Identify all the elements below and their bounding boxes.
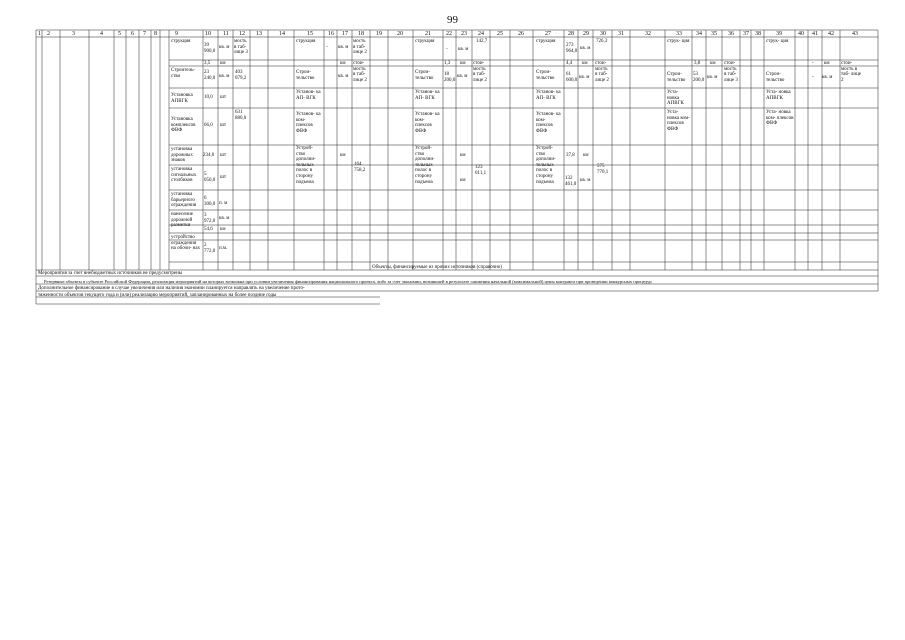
row-unit: кв. м	[219, 45, 230, 50]
col-num: 6	[131, 31, 134, 37]
col-num: 28	[568, 31, 574, 37]
g-cell: 575 770,1	[597, 164, 609, 175]
col-num: 2	[47, 31, 50, 37]
row-unit: п.м.	[219, 246, 228, 251]
col-num: 10	[205, 31, 211, 37]
g-cell: Установ- ка ком- плексов ФВФ	[536, 112, 561, 134]
g-cell: Установ- ка АП- ВГК	[296, 90, 321, 101]
g-cell: 273 964,0	[566, 43, 578, 54]
col-num: 29	[583, 31, 589, 37]
row-qty: 2 772,0	[204, 243, 216, 254]
col-num: 23	[461, 31, 467, 37]
row-qty: 6 300,0	[204, 196, 216, 207]
g-cell: км	[460, 153, 466, 158]
col-num: 35	[711, 31, 717, 37]
g-cell: 18 200,0	[444, 72, 456, 83]
g-cell: кв. м	[579, 75, 590, 80]
col-num: 24	[478, 31, 484, 37]
col-num: 15	[307, 31, 313, 37]
g-cell: Установ- ка ком- плексов ФВФ	[415, 112, 440, 134]
g-cell: Уста- новка АПВГК	[667, 90, 684, 107]
g-cell: Устрой- ство дополни- тельных полос в сторону подъема	[415, 146, 435, 185]
col-num: 21	[425, 31, 431, 37]
col-num: 38	[755, 31, 761, 37]
g-cell: кв. м	[458, 47, 469, 52]
col-num: 3	[72, 31, 75, 37]
note-3: Дополнительное финансирование в случае увеличения или наличия экономии планируется направлять на увеличение прото-	[38, 286, 305, 291]
g-cell: Строи- тельство	[296, 70, 315, 81]
row-val: 403 079,2	[235, 70, 247, 81]
col-num: 7	[143, 31, 146, 37]
g-cell: мость в таб- лице 2	[353, 39, 367, 56]
col-num: 5	[118, 31, 121, 37]
g-cell: кв. м	[338, 45, 349, 50]
g-cell: 123 011,1	[475, 165, 487, 176]
col-num: 11	[223, 31, 229, 37]
g-cell: Уста- новка АПВГК	[766, 90, 791, 101]
col-num: 32	[645, 31, 651, 37]
col-num: 34	[696, 31, 702, 37]
row-name: струкция	[171, 39, 191, 44]
row-name: Установка АПВГК	[171, 93, 193, 104]
g-cell: -	[326, 45, 328, 50]
g-cell: кв. м	[580, 46, 591, 51]
g-cell: км	[340, 61, 346, 66]
g-cell: 3,8	[694, 61, 701, 66]
row-name: установка сигнальных столбиков	[171, 167, 197, 184]
row-unit: кв. м	[219, 216, 230, 221]
g-cell: км	[824, 61, 830, 66]
g-cell: струк- ция	[766, 39, 789, 44]
col-num: 4	[100, 31, 103, 37]
g-cell: Установ- ка ком- плексов ФВФ	[296, 112, 321, 134]
g-cell: 726,3	[596, 39, 608, 44]
col-num: 42	[828, 31, 834, 37]
g-cell: кв. м	[580, 178, 591, 183]
row-unit: п. м	[219, 201, 228, 206]
row-qty: 5 050,0	[204, 172, 216, 183]
col-num: 14	[279, 31, 285, 37]
row-qty: 234,0	[203, 153, 215, 158]
row-unit: шт	[220, 175, 227, 180]
note-2: Резервные объекты в субъекте Российской Федерации, реализация мероприятий на которых возможна при условии увеличения финансирования национального проекта, либо за счет экономии, возникшей в результате снижения начальной (максимальной) цены контракта при проведении конкурсных процедур	[44, 279, 652, 284]
g-cell: 61 600,0	[566, 72, 578, 83]
g-cell: км	[460, 178, 466, 183]
col-num: 16	[328, 31, 334, 37]
col-num: 31	[618, 31, 624, 37]
row-unit: кв. м	[219, 74, 230, 79]
g-cell: Строи- тельство	[667, 72, 686, 83]
col-num: 20	[397, 31, 403, 37]
g-cell: 53 200,0	[693, 72, 705, 83]
g-cell: -	[812, 75, 814, 80]
col-num: 19	[376, 31, 382, 37]
row-unit: шт	[220, 153, 227, 158]
g-cell: Установ- ка АП- ВГК	[536, 90, 561, 101]
row-name: нанесение дорожной разметки	[171, 212, 193, 229]
g-cell: стои- мость в таб- лице 2	[473, 61, 487, 83]
col-num: 37	[743, 31, 749, 37]
g-cell: струкция	[415, 39, 435, 44]
col-num: 12	[239, 31, 245, 37]
g-cell: струк- ция	[667, 39, 690, 44]
row-unit: шт	[220, 95, 227, 100]
row-unit: км	[220, 227, 226, 232]
g-cell: Уста- новка ком- плексов ФВФ	[667, 110, 690, 132]
row-name: установка барьерного ограждения	[171, 192, 197, 209]
g-cell: Строи- тельство	[415, 70, 434, 81]
col-num: 1	[38, 31, 41, 37]
col-num: 36	[728, 31, 734, 37]
row-len: 3,5	[204, 61, 211, 66]
g-cell: струкция	[296, 39, 316, 44]
col-num: 9	[175, 31, 178, 37]
col-num: 17	[342, 31, 348, 37]
g-cell: Установ- ка АП- ВГК	[415, 90, 440, 101]
g-cell: стои- мость в таб- лице 3	[724, 61, 738, 83]
g-cell: -	[812, 61, 814, 66]
col-num: 30	[600, 31, 606, 37]
row-unit: км	[220, 61, 226, 66]
g-cell: Устрой- ство дополни- тельных полос в сторону подъема	[296, 146, 316, 185]
col-num: 40	[798, 31, 804, 37]
g-cell: км	[582, 61, 588, 66]
g-cell: Строи- тельство	[766, 72, 785, 83]
g-cell: кв. м	[822, 75, 833, 80]
g-cell: 1,3	[444, 61, 451, 66]
g-cell: 4,4	[566, 61, 573, 66]
row-name: установка дорожных знаков	[171, 147, 193, 164]
g-cell: 142,7	[476, 39, 488, 44]
col-num: 8	[154, 31, 157, 37]
g-cell: кв. м	[707, 75, 718, 80]
g-cell: кв. м	[457, 74, 468, 79]
row-qty: 39 900,0	[204, 43, 216, 54]
g-cell: стои- мость в таб- лице 2	[595, 61, 609, 83]
row-unit: шт	[220, 123, 227, 128]
g-cell: Устрой- ство дополни- тельных полос в сторону подъема	[536, 146, 556, 185]
g-cell: 164 758,2	[354, 162, 366, 173]
col-num: 27	[545, 31, 551, 37]
row-name: устройство ограждения на обочи- нах	[171, 235, 201, 252]
col-num: 13	[256, 31, 262, 37]
col-num: 26	[518, 31, 524, 37]
row-qty: 66,0	[204, 123, 213, 128]
col-num: 43	[852, 31, 858, 37]
g-cell: 132 461,0	[565, 176, 577, 187]
col-num: 39	[776, 31, 782, 37]
row-val: 631 880,0	[235, 110, 247, 121]
g-cell: стои- мость в таб- лице 2	[353, 61, 367, 83]
col-num: 18	[358, 31, 364, 37]
row-name: Строитель- ство	[171, 68, 196, 79]
col-num: 41	[812, 31, 818, 37]
row-stage: мость в таб- лице 3	[234, 39, 248, 56]
col-num: 25	[497, 31, 503, 37]
row-qty: 23 240,0	[204, 70, 216, 81]
g-cell: 37,8	[566, 153, 575, 158]
g-cell: км	[340, 153, 346, 158]
g-cell: кв. м	[338, 74, 349, 79]
row-qty: 10,0	[204, 95, 213, 100]
g-cell: -	[446, 47, 448, 52]
col-num: 22	[446, 31, 452, 37]
g-cell: струкция	[536, 39, 556, 44]
g-cell: Уста- новка ком- плексов ФВФ	[766, 110, 794, 127]
col-num: 33	[676, 31, 682, 37]
g-cell: км	[460, 61, 466, 66]
g-cell: Строи- тельство	[536, 70, 555, 81]
row-qty: 3 972,0	[204, 213, 216, 224]
row-qty: 54,6	[204, 227, 213, 232]
row-name: Установка комплексов ФВФ	[171, 117, 196, 134]
note-1: Мероприятия за счет внебюджетных источников не предусмотрены	[38, 271, 183, 276]
g-cell: км	[583, 153, 589, 158]
center-note: Объекты, финансируемые из прочих источников (справочно)	[372, 265, 502, 270]
page-number: 99	[447, 14, 458, 26]
note-4: тяженности объектов текущего года и (или) реализацию мероприятий, запланированных на более поздние годы	[38, 293, 277, 298]
g-cell: км	[710, 61, 716, 66]
g-cell: стои- мость в таб- лице 2	[841, 61, 861, 83]
